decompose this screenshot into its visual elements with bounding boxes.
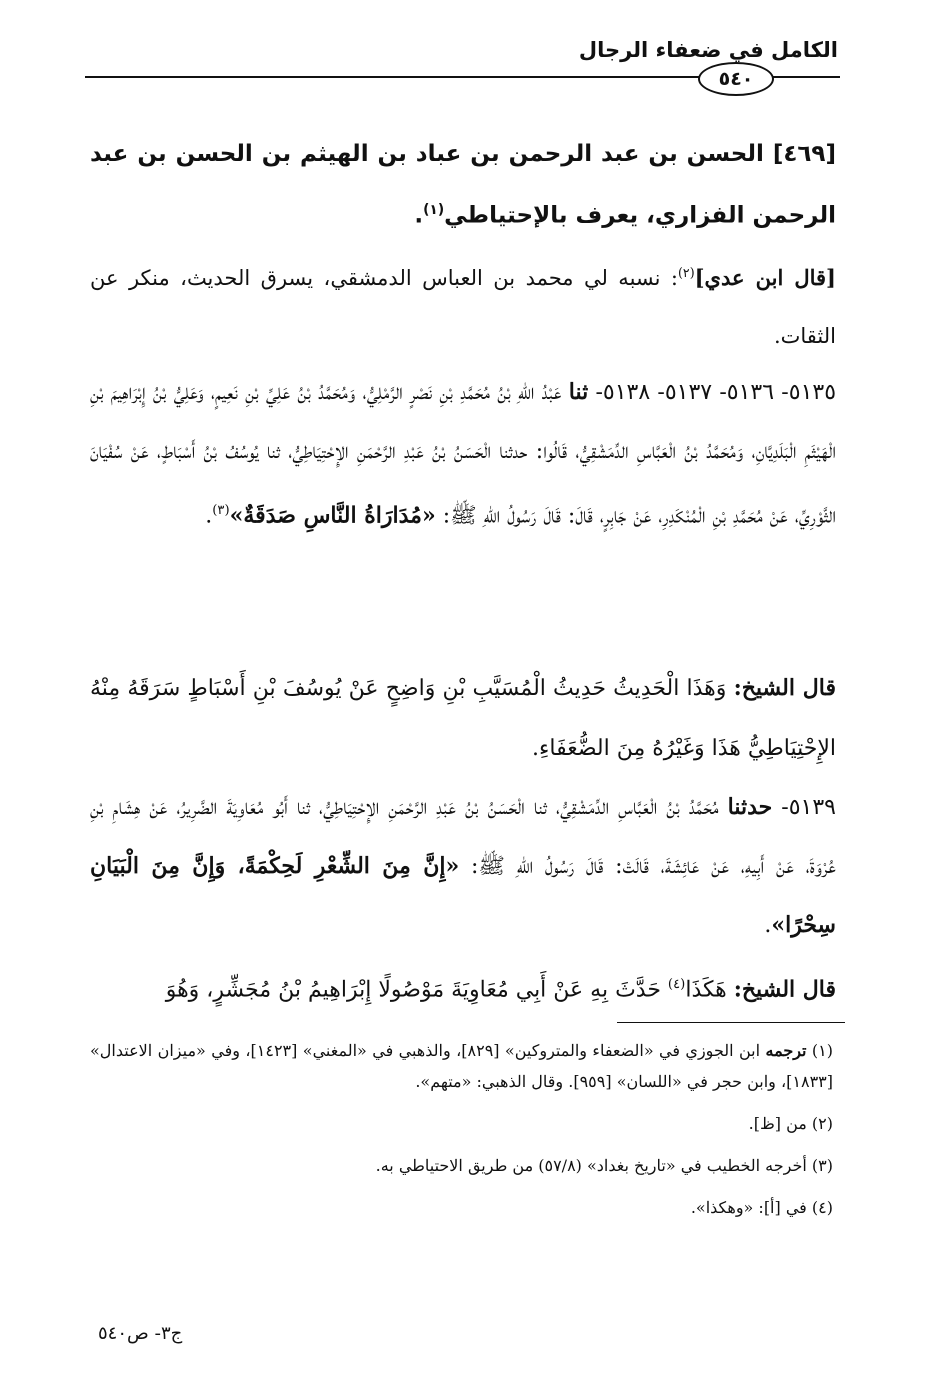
entry-number: [٤٦٩] <box>772 141 836 167</box>
comment-text: وَهَذَا الْحَدِيثُ حَدِيثُ الْمُسَيَّبِ بْنِ وَاضِحٍ عَنْ يُوسُفَ بْنِ أَسْبَاطٍ سَرَقَهُ مِنْهُ الإِحْتِيَاطِيُّ هَذَا وَغَيْرُهُ مِنَ الضُّعَفَاءِ. <box>90 676 836 761</box>
footnotes <box>90 1035 833 1234</box>
comment-rest: حَدَّثَ بِهِ عَنْ أَبِي مُعَاوِيَةَ مَوْصُولًا إِبْرَاهِيمُ بْنُ مُجَشِّرٍ، وَهُوَ <box>165 977 668 1003</box>
narration-5139 <box>90 778 836 1019</box>
narration-keyword: ثنا <box>568 379 589 405</box>
hadith-text: «مُدَارَاةُ النَّاسِ صَدَقَةٌ» <box>229 502 436 529</box>
entry-name: الحسن بن عبد الرحمن بن عباد بن الهيثم بن الحسن بن عبد الرحمن الفزاري، يعرف بالإحتياطي <box>90 141 836 229</box>
footnote-lead: ترجمه <box>765 1041 807 1060</box>
comment-lead: قال الشيخ: <box>733 675 837 701</box>
narration-end: . <box>205 503 213 529</box>
footnote-text: في [أ]: «وهكذا». <box>690 1198 812 1217</box>
narration-numbers: ٥١٣٥- ٥١٣٦- ٥١٣٧- ٥١٣٨- <box>588 380 837 405</box>
comment-text: هَكَذَا <box>685 977 734 1003</box>
sheikh-comment <box>90 658 836 779</box>
narration-5135 <box>90 363 836 545</box>
intro-paragraph <box>90 244 836 365</box>
footnote-ref-4: (٤) <box>667 977 686 992</box>
footnote-mark: (٤) <box>811 1198 833 1217</box>
narration-text: عَبْدُ اللهِ بْنُ مُحَمَّدِ بْنِ نَصْرٍ الرَّمْلِيُّ، وَمُحَمَّدُ بْنُ عَلِيِّ بْنِ نَعِيمٍ، وَعَلِيُّ بْنُ إِبْرَاهِيمَ بْنِ الْهَيْثَمِ الْبَلَدِيَّانِ، وَمُحَمَّدُ بْنُ الْعَبَّاسِ الدِّمَشْقِيُّ، قَالُوا: حدثنا الْحَسَنُ بْنُ عَبْدِ الرَّحْمَنِ الإِحْتِيَاطِيُّ، ثنا يُوسُفُ بْنُ أَسْبَاطٍ، عَنْ سُفْيَانَ الثَّوْرِيِّ، عَنْ مُحَمَّدِ بْنِ الْمُنْكَدِرِ، عَنْ جَابِرٍ، قَالَ: قَالَ رَسُولُ اللهِ ﷺ: <box>90 380 836 529</box>
footnote-4 <box>90 1192 833 1223</box>
narration-end: . <box>764 913 772 938</box>
narration-text: مُحَمَّدُ بْنُ الْعَبَّاسِ الدِّمَشْقِيُّ، ثنا الْحَسَنُ بْنُ عَبْدِ الرَّحْمَنِ الإِحْتِيَاطِيُّ، ثنا أَبُو مُعَاوِيَةَ الضَّرِيرُ، عَنْ هِشَامِ بْنِ عُرْوَةَ، عَنْ أَبِيهِ، عَنْ عَائِشَةَ، قَالَتْ: قَالَ رَسُولُ اللهِ ﷺ: <box>90 795 836 879</box>
footnote-text: ابن الجوزي في «الضعفاء والمتروكين» [٨٢٩]، والذهبي في «المغني» [١٤٢٣]، وفي «ميزان الاعتدال» [١٨٣٣]، وابن حجر في «اللسان» [٩٥٩]. وقال الذهبي: «متهم». <box>90 1041 833 1091</box>
footnote-mark: (٣) <box>811 1156 833 1175</box>
footnote-3 <box>90 1150 833 1181</box>
intro-text: : نسبه لي محمد بن العباس الدمشقي، يسرق الحديث، منكر عن الثقات. <box>90 266 836 348</box>
footnote-2 <box>90 1108 833 1139</box>
footnote-text: أخرجه الخطيب في «تاريخ بغداد» (٥٧/٨) من طريق الاحتياطي به. <box>375 1156 812 1175</box>
footnote-rule <box>617 1022 845 1023</box>
intro-lead: [قال ابن عدي] <box>694 265 836 290</box>
footnote-1 <box>90 1035 833 1097</box>
narration-number: ٥١٣٩- <box>772 795 836 820</box>
page-number: ٥٤٠ <box>698 62 774 96</box>
volume-page-reference: ج٣- ص٥٤٠ <box>98 1323 183 1344</box>
footnote-mark: (١) <box>811 1041 834 1060</box>
footnote-mark: (٢) <box>811 1114 833 1133</box>
hadith-text: «إِنَّ مِنَ الشِّعْرِ لَحِكْمَةً، وَإِنَّ مِنَ الْبَيَانِ سِحْرًا» <box>90 853 836 938</box>
footnote-text: من [ظ]. <box>748 1114 812 1133</box>
running-title: الكامل في ضعفاء الرجال <box>578 38 838 62</box>
footnote-ref-2: (٢) <box>678 265 695 280</box>
footnote-ref-1: (١) <box>423 202 445 218</box>
narration-keyword: حدثنا <box>727 794 773 820</box>
entry-end: . <box>414 202 424 229</box>
footnote-ref-3: (٣) <box>212 503 230 518</box>
entry-title <box>90 126 836 244</box>
comment-lead: قال الشيخ: <box>733 976 836 1003</box>
